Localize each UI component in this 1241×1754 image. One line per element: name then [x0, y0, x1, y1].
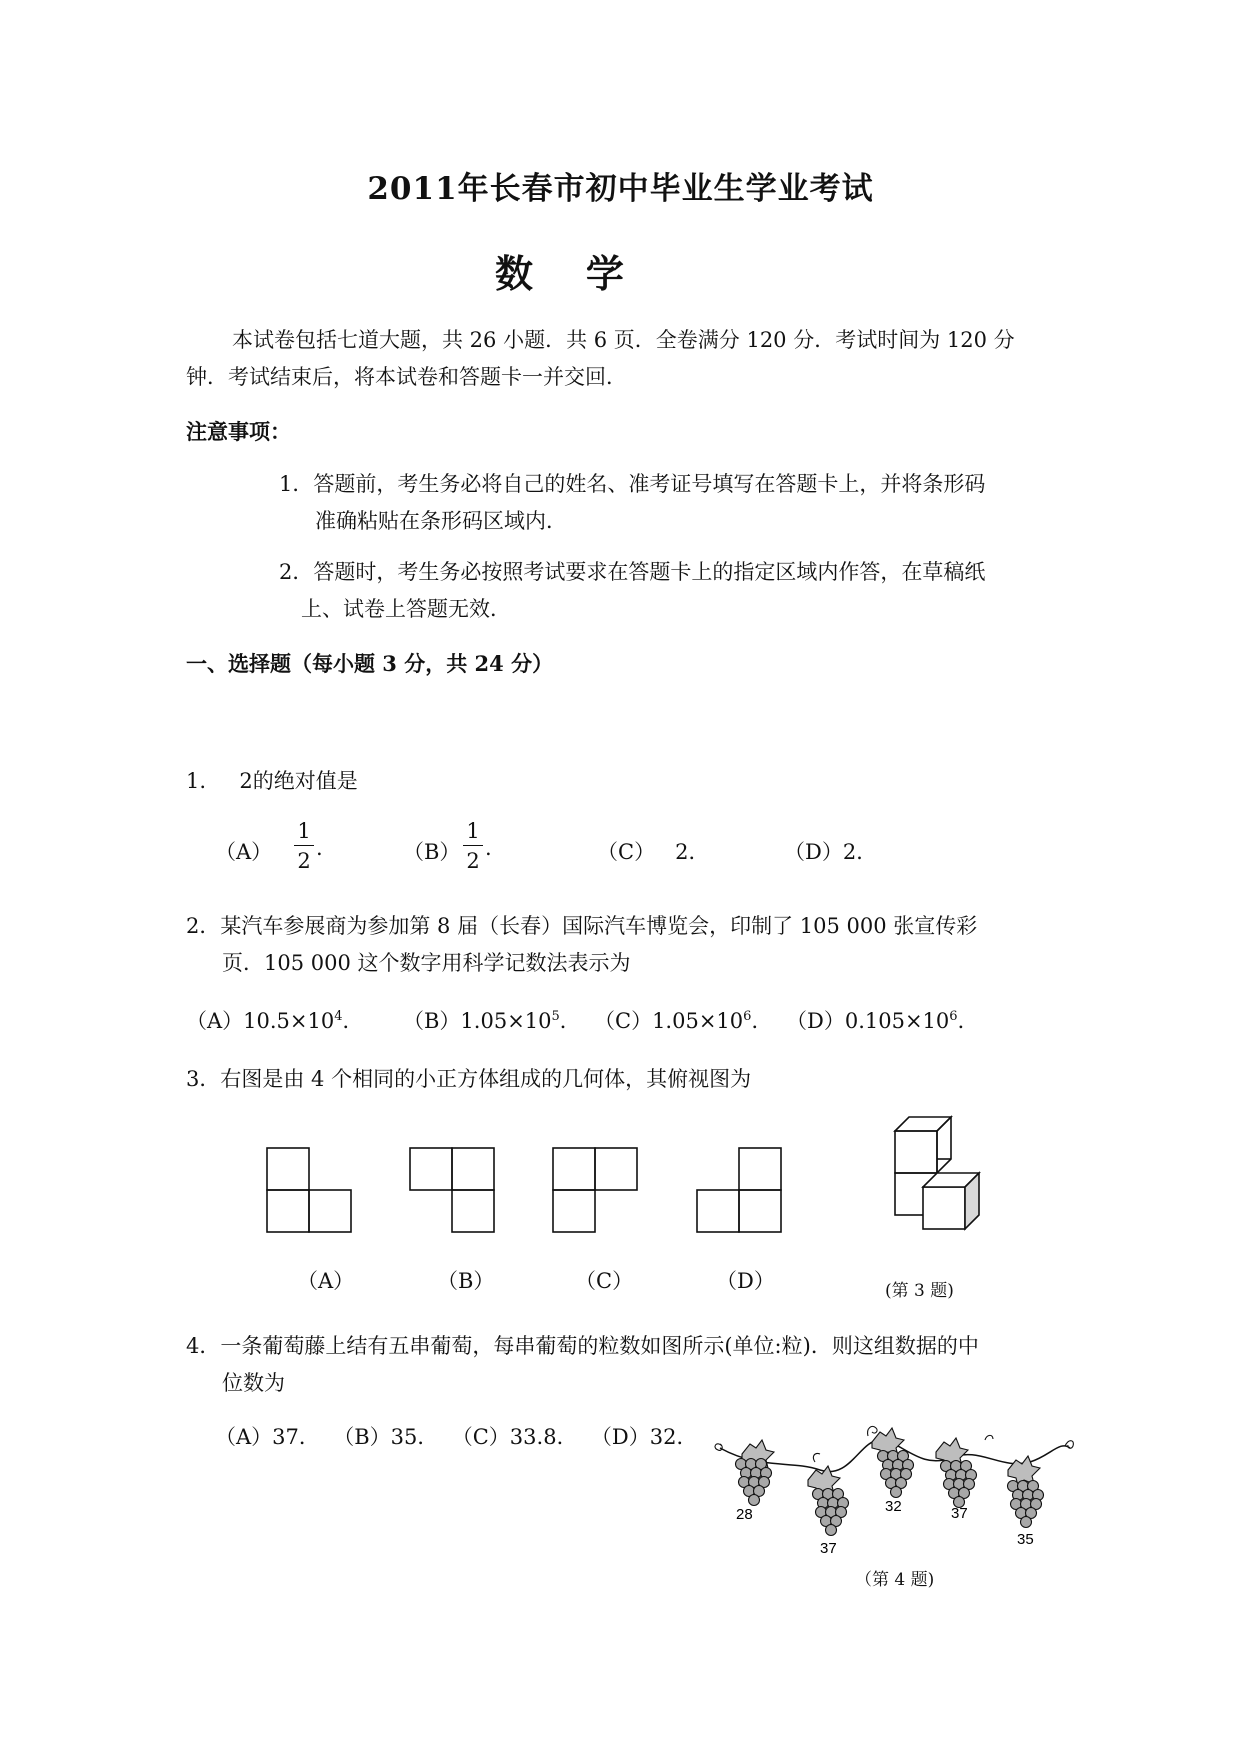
- intro-line-2: 钟．考试结束后，将本试卷和答题卡一并交回．: [186, 365, 627, 389]
- q2-option-b-base: （B）1.05×10: [403, 1009, 552, 1033]
- intro-line-1: 本试卷包括七道大题，共 26 小题．共 6 页．全卷满分 120 分．考试时间为 120 分: [232, 328, 1015, 352]
- q1-option-d: （D）2．: [784, 840, 878, 864]
- fraction-denominator: 2: [466, 849, 480, 873]
- q3-caption: (第 3 题): [885, 1281, 954, 1301]
- q1-option-c: （C） 2．: [597, 840, 710, 864]
- notes-heading: 注意事项：: [186, 419, 291, 444]
- q3-label-a: （A）: [297, 1269, 355, 1293]
- q2-line-2: 页．105 000 这个数字用科学记数法表示为: [222, 951, 631, 975]
- grape-count-2: 37: [820, 1540, 837, 1557]
- q2-option-d-base: （D）0.105×10: [786, 1009, 950, 1033]
- q4-caption: （第 4 题): [855, 1570, 935, 1590]
- fraction-numerator: 1: [297, 819, 311, 843]
- q2-option-c-exp: 6: [743, 1009, 752, 1024]
- q4-line-2: 位数为: [222, 1371, 285, 1395]
- q3-label-b: （B）: [437, 1269, 495, 1293]
- q2-option-d-end: ．: [957, 1009, 979, 1033]
- grape-count-4: 37: [951, 1505, 968, 1522]
- fraction-numerator: 1: [466, 819, 480, 843]
- q2-option-a-end: ．: [342, 1009, 364, 1033]
- note-2-line-2: 上、试卷上答题无效．: [301, 597, 511, 621]
- exam-title: 2011年长春市初中毕业生学业考试: [367, 171, 874, 207]
- q2-option-b-exp: 5: [551, 1009, 560, 1024]
- q2-line-1: 2．某汽车参展商为参加第 8 届（长春）国际汽车博览会，印制了 105 000 张宣传彩: [186, 914, 978, 938]
- q2-option-d-exp: 6: [949, 1009, 958, 1024]
- q2-option-a-base: （A）10.5×10: [186, 1009, 335, 1033]
- q3-label-c: （C）: [575, 1269, 634, 1293]
- q4-line-1: 4．一条葡萄藤上结有五串葡萄，每串葡萄的粒数如图所示(单位:粒)．则这组数据的中: [186, 1334, 979, 1358]
- q3-stem: 3．右图是由 4 个相同的小正方体组成的几何体，其俯视图为: [186, 1067, 752, 1091]
- note-2-line-1: 2．答题时，考生务必按照考试要求在答题卡上的指定区域内作答，在草稿纸: [279, 560, 986, 584]
- section-1-heading: 一、选择题（每小题 3 分，共 24 分）: [186, 651, 554, 676]
- grape-count-3: 32: [885, 1498, 902, 1515]
- q1-option-b-label: （B）: [403, 840, 461, 864]
- q2-option-c-base: （C）1.05×10: [594, 1009, 744, 1033]
- q2-option-c-end: ．: [751, 1009, 773, 1033]
- q1-option-b-period: .: [485, 836, 492, 860]
- subject-title: 数 学: [495, 251, 624, 296]
- note-1-line-2: 准确粘贴在条形码区域内．: [315, 509, 567, 533]
- q1-option-a-period: .: [316, 836, 323, 860]
- note-1-line-1: 1．答题前，考生务必将自己的姓名、准考证号填写在答题卡上，并将条形码: [279, 472, 986, 496]
- q1-option-a-label: （A）: [215, 840, 273, 864]
- grape-count-5: 35: [1017, 1531, 1034, 1548]
- grape-count-1: 28: [736, 1506, 753, 1523]
- q3-label-d: （D）: [716, 1269, 775, 1293]
- q4-options: （A）37． （B）35． （C）33.8． （D）32．: [215, 1425, 698, 1449]
- q1-stem: 1. 2的绝对值是: [186, 769, 358, 793]
- q2-option-a-exp: 4: [334, 1009, 343, 1024]
- q2-option-b-end: ．: [559, 1009, 581, 1033]
- fraction-denominator: 2: [297, 849, 311, 873]
